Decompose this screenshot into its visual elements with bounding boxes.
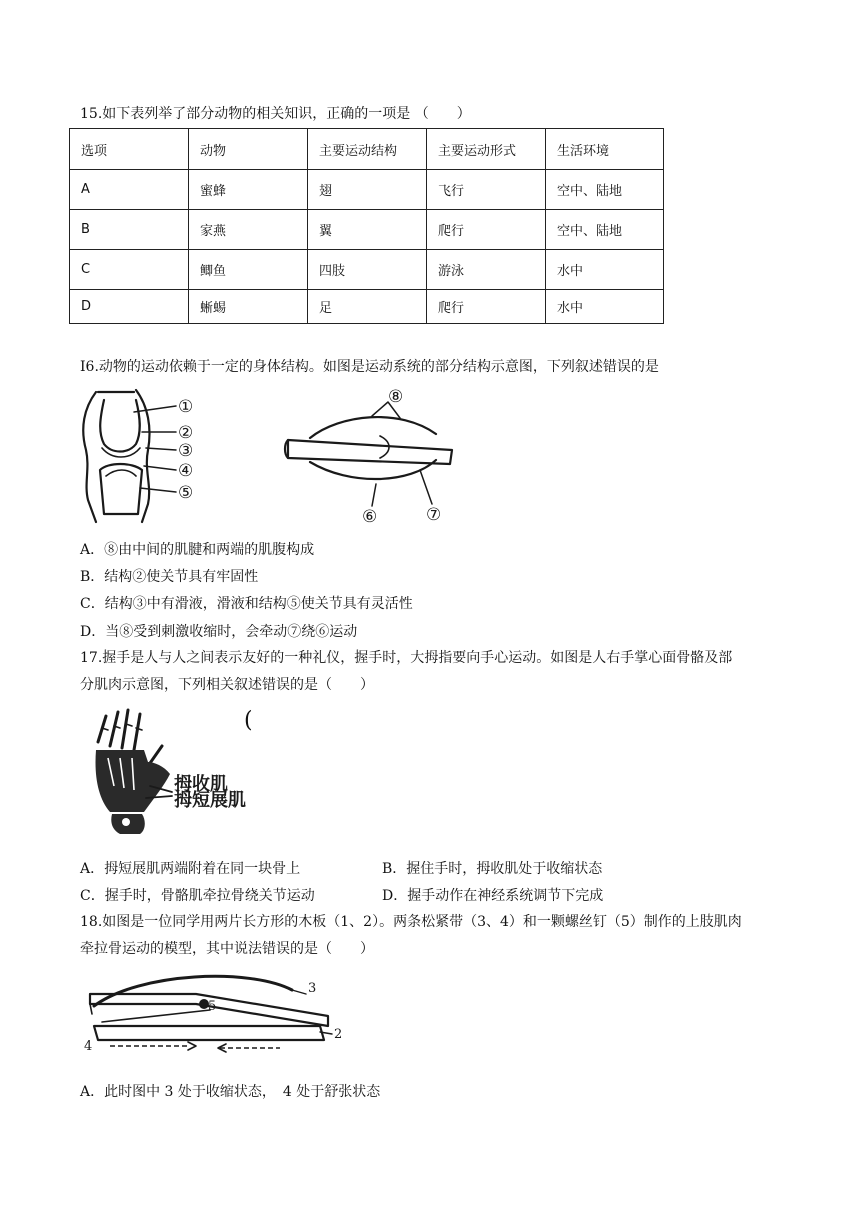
q17-option-b: B．握住手时，拇收肌处于收缩状态: [382, 861, 603, 877]
table-cell: C: [70, 250, 189, 290]
table-cell: 家燕: [189, 210, 308, 250]
q16-option-a: A．⑧由中间的肌腱和两端的肌腹构成: [80, 542, 315, 558]
joint-label-4: ④: [178, 461, 194, 481]
q15-header-row: [70, 129, 664, 170]
table-header: 选项: [70, 129, 189, 170]
table-header: 主要运动形式: [427, 129, 546, 170]
table-cell: 飞行: [427, 170, 546, 210]
table-cell: D: [70, 290, 189, 324]
hand-label-adductor: 拇收肌: [174, 774, 228, 795]
table-cell: 蜥蜴: [189, 290, 308, 324]
table-cell: 爬行: [427, 290, 546, 324]
table-cell: 游泳: [427, 250, 546, 290]
q17-option-a: A．拇短展肌两端附着在同一块骨上: [80, 861, 301, 877]
joint-label-2: ②: [178, 423, 194, 443]
q17-stem-line2: 分肌肉示意图，下列相关叙述错误的是（ ）: [80, 677, 374, 693]
table-cell: 翅: [308, 170, 427, 210]
model-label-3: 3: [308, 981, 317, 996]
q17-option-c: C．握手时，骨骼肌牵拉骨绕关节运动: [80, 888, 315, 904]
joint-label-1: ①: [178, 397, 194, 417]
table-row: [70, 170, 664, 210]
table-cell: 水中: [546, 290, 664, 324]
q16-stem: I6.动物的运动依赖于一定的身体结构。如图是运动系统的部分结构示意图，下列叙述错误的是: [80, 359, 659, 375]
table-cell: 空中、陆地: [546, 210, 664, 250]
table-row: [70, 210, 664, 250]
model-label-4: 4: [84, 1039, 93, 1054]
table-cell: A: [70, 170, 189, 210]
q16-option-c: C．结构③中有滑液，滑液和结构⑤使关节具有灵活性: [80, 596, 413, 612]
muscle-label-6: ⑥: [362, 507, 378, 526]
muscle-diagram: [280, 388, 460, 526]
table-cell: 四肢: [308, 250, 427, 290]
q15-stem: 15.如下表列举了部分动物的相关知识，正确的一项是 （ ）: [80, 106, 471, 122]
model-label-5: 5: [208, 999, 217, 1014]
table-cell: 水中: [546, 250, 664, 290]
table-cell: 翼: [308, 210, 427, 250]
q18-option-a: A．此时图中 3 处于收缩状态， 4 处于舒张状态: [80, 1084, 381, 1100]
table-header: 主要运动结构: [308, 129, 427, 170]
q15-table: [69, 128, 664, 324]
q17-option-d: D．握手动作在神经系统调节下完成: [382, 888, 604, 904]
table-cell: 蜜蜂: [189, 170, 308, 210]
q18-stem-line2: 牵拉骨运动的模型，其中说法错误的是（ ）: [80, 941, 374, 957]
table-header: 生活环境: [546, 129, 664, 170]
model-label-2: 2: [334, 1027, 343, 1042]
q16-option-d: D．当⑧受到刺激收缩时，会牵动⑦绕⑥运动: [80, 624, 358, 640]
table-cell: B: [70, 210, 189, 250]
table-cell: 足: [308, 290, 427, 324]
hand-diagram: [84, 706, 264, 840]
q18-stem-line1: 18.如图是一位同学用两片长方形的木板（1、2）。两条松紧带（3、4）和一颗螺丝钉（5）制作的上肢肌肉: [80, 914, 742, 930]
muscle-label-8: ⑧: [388, 388, 404, 407]
table-cell: 鲫鱼: [189, 250, 308, 290]
joint-label-5: ⑤: [178, 483, 194, 503]
muscle-label-7: ⑦: [426, 505, 442, 525]
hand-label-abductor: 拇短展肌: [174, 790, 246, 811]
joint-label-3: ③: [178, 441, 194, 461]
table-row: [70, 290, 664, 324]
table-header: 动物: [189, 129, 308, 170]
q17-stem-line1: 17.握手是人与人之间表示友好的一种礼仪，握手时，大拇指要向手心运动。如图是人右手掌心面骨骼及部: [80, 650, 733, 666]
model-diagram: [80, 966, 360, 1062]
figure-mark: (: [244, 708, 253, 733]
table-cell: 爬行: [427, 210, 546, 250]
joint-diagram: [76, 388, 208, 526]
table-row: [70, 250, 664, 290]
q16-option-b: B．结构②使关节具有牢固性: [80, 569, 259, 585]
table-cell: 空中、陆地: [546, 170, 664, 210]
